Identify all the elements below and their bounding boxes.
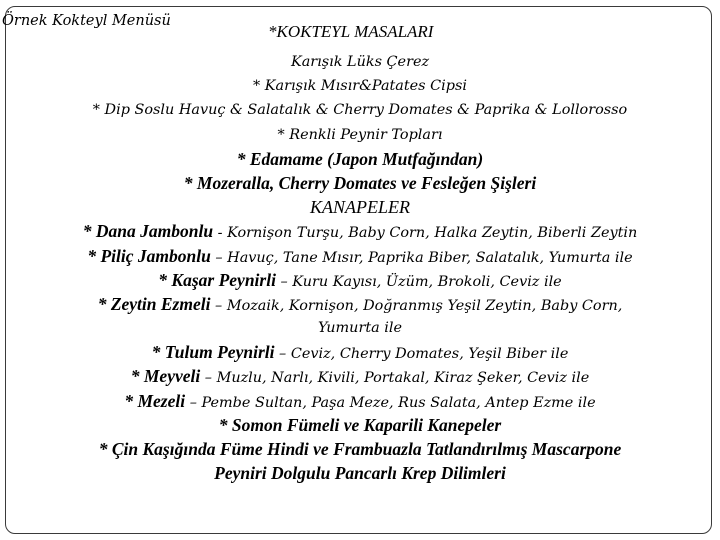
canape-name: * Dana Jambonlu bbox=[82, 221, 214, 242]
canape-name: * Kaşar Peynirli bbox=[158, 269, 276, 290]
canape-item bbox=[0, 389, 720, 413]
section-title: KANAPELER bbox=[310, 197, 410, 218]
canape-desc: – Ceviz, Cherry Domates, Yeşil Biber ile bbox=[274, 346, 569, 363]
menu-line: * Renkli Peynir Topları bbox=[277, 126, 443, 143]
menu-body bbox=[0, 50, 720, 485]
canape-name: * Mezeli bbox=[124, 390, 186, 411]
canape-desc: – Muzlu, Narlı, Kivili, Portakal, Kiraz Şeker, Ceviz ile bbox=[200, 370, 590, 387]
menu-line-bold: Peyniri Dolgulu Pancarlı Krep Dilimleri bbox=[214, 463, 506, 484]
canape-continuation: Yumurta ile bbox=[318, 320, 402, 337]
menu-line: * Karışık Mısır&Patates Cipsi bbox=[253, 78, 467, 95]
canape-name: * Zeytin Ezmeli bbox=[97, 293, 211, 314]
canape-desc: – Havuç, Tane Mısır, Paprika Biber, Salatalık, Yumurta ile bbox=[210, 249, 633, 266]
corner-title: Örnek Kokteyl Menüsü bbox=[2, 13, 171, 29]
menu-line-bold: * Çin Kaşığında Füme Hindi ve Frambuazla Tatlandırılmış Mascarpone bbox=[98, 439, 622, 459]
menu-line-bold: * Somon Fümeli ve Kaparili Kanepeler bbox=[218, 414, 502, 435]
menu-line: Karışık Lüks Çerez bbox=[290, 54, 430, 70]
canape-desc: – Pembe Sultan, Paşa Meze, Rus Salata, Antep Ezme ile bbox=[185, 394, 596, 411]
canape-desc: – Kuru Kayısı, Üzüm, Brokoli, Ceviz ile bbox=[275, 273, 562, 290]
canape-item bbox=[0, 244, 720, 268]
canape-name: * Piliç Jambonlu bbox=[87, 245, 211, 266]
menu-line: * Dip Soslu Havuç & Salatalık & Cherry Domates & Paprika & Lollorosso bbox=[92, 102, 628, 119]
canape-name: * Tulum Peynirli bbox=[151, 342, 275, 363]
menu-line-bold: * Edamame (Japon Mutfağından) bbox=[236, 148, 484, 169]
canape-desc: - Kornişon Turşu, Baby Corn, Halka Zeytin, Biberli Zeytin bbox=[213, 225, 638, 242]
canape-desc: – Mozaik, Kornişon, Doğranmış Yeşil Zeytin, Baby Corn, bbox=[210, 297, 623, 314]
canape-name: * Meyveli bbox=[130, 366, 201, 387]
canape-item bbox=[0, 292, 720, 316]
canape-item bbox=[0, 268, 720, 292]
page-title: *KOKTEYL MASALARI bbox=[268, 22, 434, 41]
canape-item bbox=[0, 340, 720, 364]
canape-item bbox=[0, 219, 720, 243]
canape-item bbox=[0, 364, 720, 388]
menu-line-bold: * Mozeralla, Cherry Domates ve Fesleğen Şişleri bbox=[183, 172, 537, 193]
